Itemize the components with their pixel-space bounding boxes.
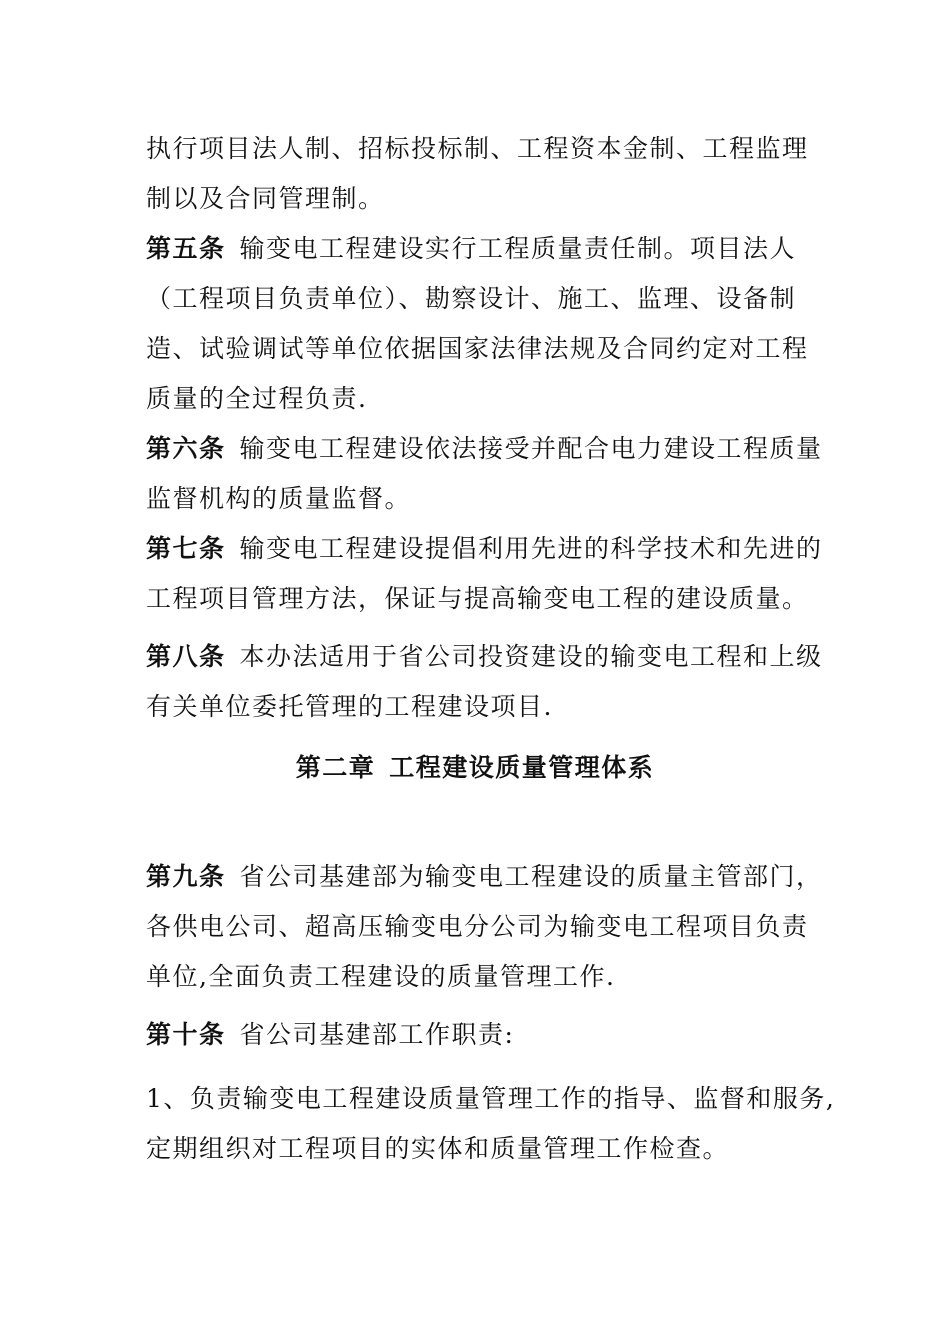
article-heading: 第五条 [146, 234, 226, 263]
article-9 [146, 852, 823, 1002]
article-7 [146, 524, 823, 624]
article-8 [146, 632, 823, 732]
text-line: 质量的全过程负责. [146, 384, 368, 413]
text-line [146, 632, 823, 682]
paragraph-continuation [146, 124, 816, 224]
article-heading: 第十条 [146, 1020, 226, 1049]
article-text: 输变电工程建设提倡利用先进的科学技术和先进的 [239, 534, 823, 563]
text-line: 1、负责输变电工程建设质量管理工作的指导、监督和服务, [146, 1084, 836, 1113]
text-line [146, 224, 816, 274]
article-heading: 第六条 [146, 434, 226, 463]
article-heading: 第八条 [146, 642, 226, 671]
text-line [146, 524, 823, 574]
text-line: 执行项目法人制、招标投标制、工程资本金制、工程监理 [146, 134, 809, 163]
article-heading: 第九条 [146, 862, 226, 891]
chapter-heading [0, 746, 950, 790]
article-text: 输变电工程建设依法接受并配合电力建设工程质量 [239, 434, 823, 463]
text-line: （工程项目负责单位）、勘察设计、施工、监理、设备制 [146, 284, 797, 313]
text-line: 各供电公司、超高压输变电分公司为输变电工程项目负责 [146, 912, 809, 941]
chapter-title: 工程建设质量管理体系 [389, 753, 655, 782]
chapter-number: 第二章 [295, 753, 376, 782]
text-line: 有关单位委托管理的工程建设项目. [146, 692, 553, 721]
list-item-1 [146, 1074, 836, 1174]
article-10 [146, 1010, 816, 1060]
text-line [146, 852, 823, 902]
text-line: 工程项目管理方法，保证与提高输变电工程的建设质量。 [146, 584, 809, 613]
text-line: 制以及合同管理制。 [146, 184, 385, 213]
article-5 [146, 224, 816, 424]
text-line: 造、试验调试等单位依据国家法律法规及合同约定对工程 [146, 334, 809, 363]
text-line [146, 1010, 816, 1060]
article-text: 输变电工程建设实行工程质量责任制。项目法人 [239, 234, 797, 263]
text-line: 监督机构的质量监督。 [146, 484, 412, 513]
text-line [146, 424, 823, 474]
article-6 [146, 424, 823, 524]
article-text: 省公司基建部工作职责: [239, 1020, 515, 1049]
text-line: 定期组织对工程项目的实体和质量管理工作检查。 [146, 1134, 730, 1163]
text-line: 单位,全面负责工程建设的质量管理工作. [146, 962, 616, 991]
article-heading: 第七条 [146, 534, 226, 563]
article-text: 本办法适用于省公司投资建设的输变电工程和上级 [239, 642, 823, 671]
article-text: 省公司基建部为输变电工程建设的质量主管部门， [239, 862, 823, 891]
